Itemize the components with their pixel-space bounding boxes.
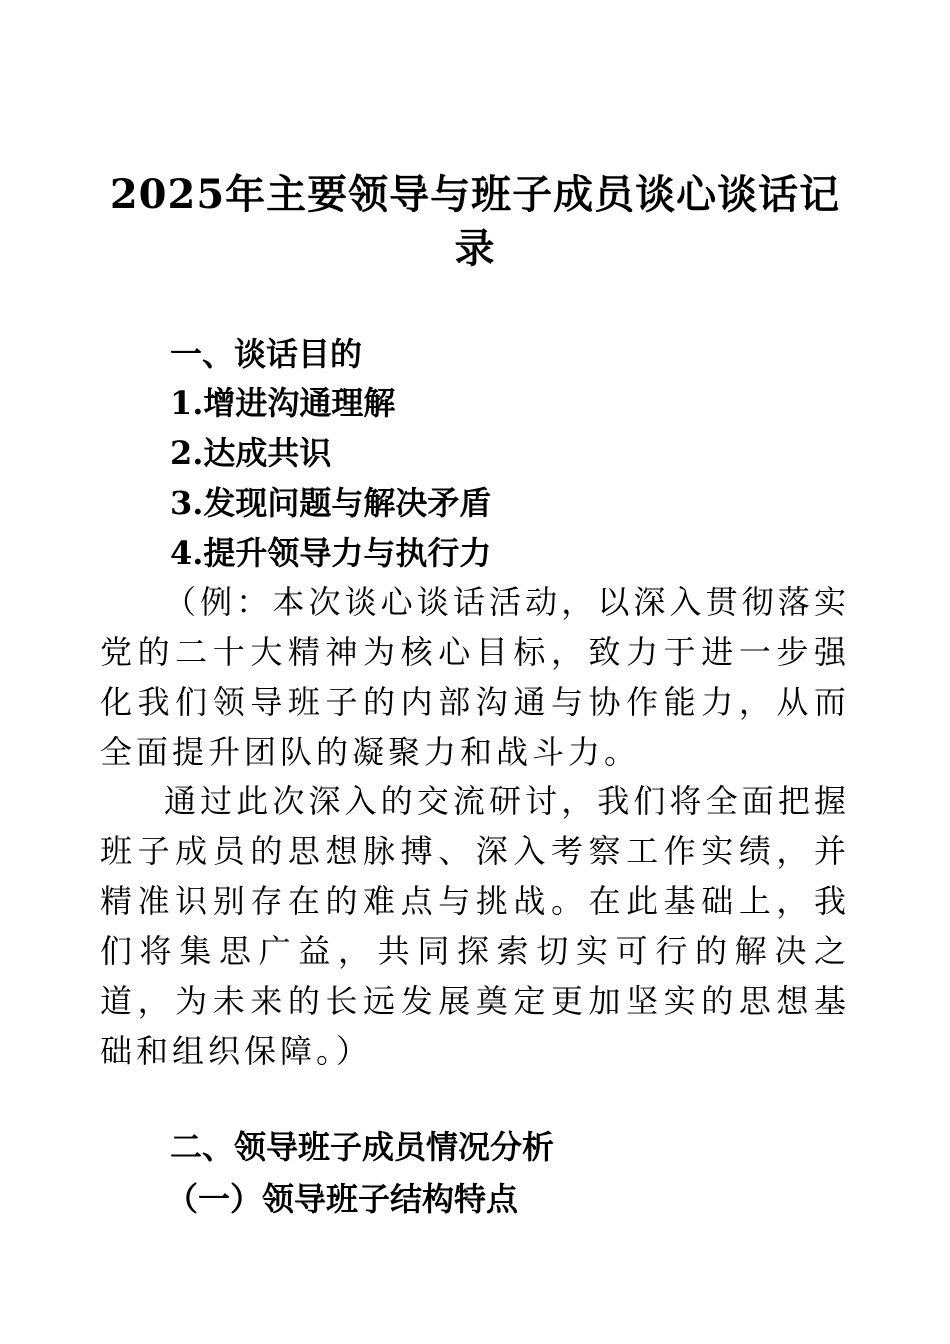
section-heading-analysis: 二、领导班子成员情况分析 xyxy=(170,1128,555,1166)
example-paragraph-2: 通过此次深入的交流研讨，我们将全面把握班子成员的思想脉搏、深入考察工作实绩，并精准识别存在的难点与挑战。在此基础上，我们将集思广益，共同探索切实可行的解决之道，为未来的长远发展奠定更加坚实的思想基础和组织保障。） xyxy=(100,782,850,1070)
purpose-item-2: 2.达成共识 xyxy=(170,434,332,472)
section-heading-purpose: 一、谈话目的 xyxy=(170,335,363,373)
purpose-item-3: 3.发现问题与解决矛盾 xyxy=(170,484,492,522)
example-paragraph-1: （例：本次谈心谈话活动，以深入贯彻落实党的二十大精神为核心目标，致力于进一步强化我们领导班子的内部沟通与协作能力，从而全面提升团队的凝聚力和战斗力。 xyxy=(100,583,850,771)
purpose-item-4: 4.提升领导力与执行力 xyxy=(170,534,492,572)
document-title: 2025年主要领导与班子成员谈心谈话记录 xyxy=(109,171,841,272)
purpose-item-1: 1.增进沟通理解 xyxy=(170,384,396,422)
subsection-heading-structure: （一）领导班子结构特点 xyxy=(166,1180,519,1218)
